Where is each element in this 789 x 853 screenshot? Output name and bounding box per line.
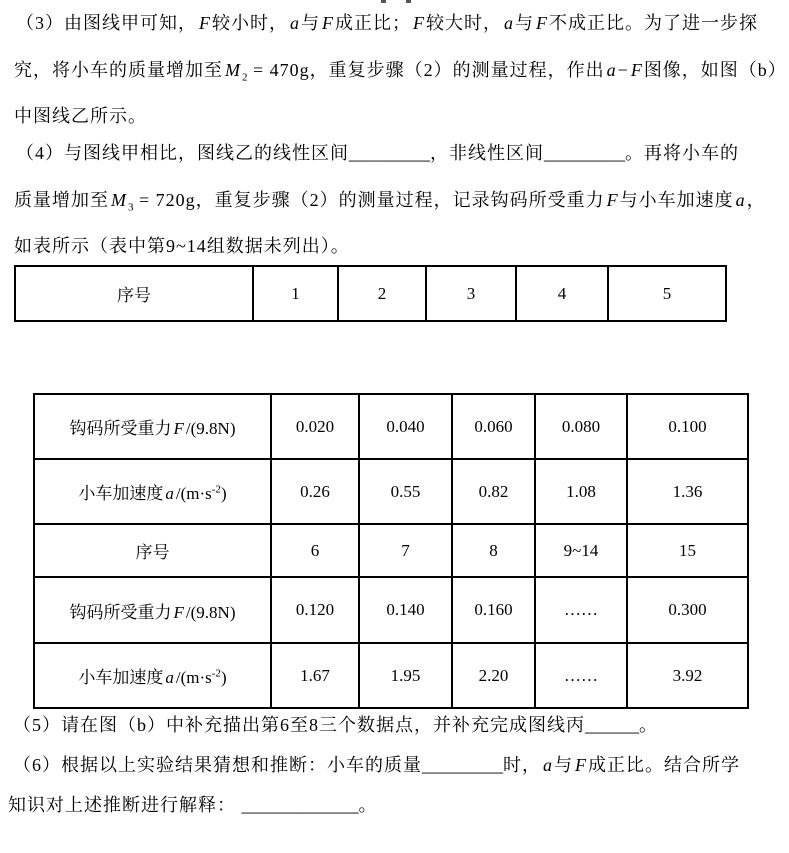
text-run: 。 — [358, 795, 378, 815]
math-var-M: M — [225, 60, 240, 80]
text-run: （5）请在图（b）中补充描出第6至8三个数据点，并补充完成图线丙 — [13, 715, 585, 735]
math-var-a: a — [165, 668, 174, 687]
table-cell: 2.20 — [452, 643, 535, 708]
text-run: 较大时， — [426, 13, 502, 33]
text-run: 。 — [639, 715, 658, 735]
text-run: 时， — [503, 755, 541, 775]
math-var-a: a — [504, 13, 513, 33]
minus-sign: − — [617, 60, 629, 80]
paragraph-4-line-3 — [14, 234, 350, 259]
table-cell-serial-label: 序号 — [15, 266, 253, 321]
math-var-a: a — [606, 60, 616, 80]
math-var-a: a — [290, 13, 299, 33]
table-cell: 0.080 — [535, 394, 627, 459]
table-cell: 0.060 — [452, 394, 535, 459]
math-var-F: F — [413, 13, 424, 33]
table-cell: 3 — [426, 266, 516, 321]
paragraph-5-line-1 — [13, 713, 658, 738]
table-cell: …… — [535, 643, 627, 708]
row-label-acceleration — [34, 459, 271, 524]
math-var-F: F — [322, 13, 333, 33]
subscript-2: 2 — [242, 71, 248, 84]
table-cell: 9~14 — [535, 524, 627, 577]
math-var-F: F — [173, 602, 184, 622]
text-run: （6）根据以上实验结果猜想和推断：小车的质量 — [13, 755, 422, 775]
table-cell: 1 — [253, 266, 338, 321]
row-label-serial — [34, 524, 271, 577]
text-run: 质量增加至 — [14, 190, 109, 210]
clipped-text-fragment — [406, 0, 411, 3]
text-run: 序号 — [135, 543, 170, 562]
paragraph-6-line-1 — [13, 753, 740, 778]
text-run: 图像，如图（b） — [643, 60, 787, 80]
math-var-a: a — [735, 190, 745, 210]
text-run: ，非线性区间 — [430, 143, 544, 163]
text-run: = 470g，重复步骤（2）的测量过程，作出 — [247, 60, 605, 80]
table-cell: 4 — [516, 266, 608, 321]
experiment-data-table — [33, 393, 749, 709]
paragraph-3-line-1 — [16, 11, 758, 36]
table-cell: 5 — [608, 266, 726, 321]
math-var-F: F — [199, 13, 210, 33]
table-cell: …… — [535, 577, 627, 643]
table-cell: 15 — [627, 524, 748, 577]
text-run: 与小车加速度 — [619, 190, 734, 210]
table-cell: 8 — [452, 524, 535, 577]
unit-text: ) — [220, 484, 227, 503]
paragraph-6-line-2 — [8, 793, 378, 818]
math-var-F: F — [606, 190, 618, 210]
table-cell: 1.67 — [271, 643, 359, 708]
table-row-force-1 — [34, 394, 748, 459]
text-run: 钩码所受重力 — [69, 419, 172, 438]
text-run: 如表所示（表中第9~14组数据未列出）。 — [14, 236, 350, 256]
clipped-text-fragment — [381, 0, 386, 3]
table-cell: 1.95 — [359, 643, 452, 708]
unit-text: ) — [220, 668, 227, 687]
subscript-3: 3 — [128, 201, 134, 214]
math-var-F: F — [575, 755, 586, 775]
superscript-minus-2: -2 — [211, 667, 221, 680]
fill-in-blank: _________ — [349, 143, 430, 163]
table-cell: 0.040 — [359, 394, 452, 459]
table-cell: 0.020 — [271, 394, 359, 459]
table-cell: 0.55 — [359, 459, 452, 524]
text-run: 。再将小车的 — [625, 143, 739, 163]
table-cell: 0.120 — [271, 577, 359, 643]
text-run: 与 — [301, 13, 320, 33]
unit-text: /(9.8N) — [185, 419, 236, 438]
math-var-F: F — [173, 419, 184, 438]
table-cell: 0.300 — [627, 577, 748, 643]
table-row-force-2 — [34, 577, 748, 643]
fill-in-blank: _________ — [544, 143, 625, 163]
fill-in-blank: ______ — [585, 715, 639, 735]
unit-text: /(m·s — [175, 668, 212, 687]
text-run: 不成正比。为了进一步探 — [549, 13, 758, 33]
superscript-minus-2: -2 — [211, 483, 221, 496]
table-row-acceleration-2 — [34, 643, 748, 708]
table-cell: 0.160 — [452, 577, 535, 643]
table-row-acceleration-1 — [34, 459, 748, 524]
text-run: = 720g，重复步骤（2）的测量过程，记录钩码所受重力 — [133, 190, 605, 210]
table-cell: 6 — [271, 524, 359, 577]
text-run: ， — [746, 190, 766, 210]
math-var-a: a — [543, 755, 552, 775]
fill-in-blank: _________ — [422, 755, 503, 775]
text-run: 钩码所受重力 — [69, 602, 172, 622]
paragraph-4-line-1 — [16, 141, 739, 166]
text-run: （4）与图线甲相比，图线乙的线性区间 — [16, 143, 349, 163]
table-cell: 0.82 — [452, 459, 535, 524]
table-cell: 0.140 — [359, 577, 452, 643]
row-label-acceleration — [34, 643, 271, 708]
paragraph-3-line-2 — [14, 58, 787, 91]
row-label-force — [34, 577, 271, 643]
serial-header-table — [14, 265, 727, 322]
text-run: 与 — [554, 755, 573, 775]
table-cell: 0.100 — [627, 394, 748, 459]
text-run: 究，将小车的质量增加至 — [14, 60, 223, 80]
math-var-a: a — [165, 484, 174, 503]
text-run: （3）由图线甲可知， — [16, 13, 197, 33]
unit-text: /(m·s — [175, 484, 212, 503]
table-row-serial-2 — [34, 524, 748, 577]
text-run: 较小时， — [212, 13, 288, 33]
table-cell: 1.36 — [627, 459, 748, 524]
paragraph-3-line-3 — [14, 104, 147, 129]
table-cell: 3.92 — [627, 643, 748, 708]
math-var-F: F — [536, 13, 547, 33]
text-run: 成正比； — [335, 13, 411, 33]
math-var-M: M — [111, 190, 126, 210]
unit-text: /(9.8N) — [185, 602, 236, 622]
text-run: 中图线乙所示。 — [14, 106, 147, 126]
table-row — [15, 266, 726, 321]
row-label-force — [34, 394, 271, 459]
text-run: 小车加速度 — [78, 484, 164, 503]
paragraph-4-line-2 — [14, 188, 766, 221]
math-var-F: F — [630, 60, 642, 80]
text-run: 与 — [515, 13, 534, 33]
table-cell: 1.08 — [535, 459, 627, 524]
table-cell: 2 — [338, 266, 426, 321]
text-run: 小车加速度 — [78, 668, 164, 687]
table-cell: 0.26 — [271, 459, 359, 524]
table-cell: 7 — [359, 524, 452, 577]
fill-in-blank: _____________ — [241, 795, 359, 815]
text-run: 知识对上述推断进行解释： — [8, 795, 242, 815]
text-run: 成正比。结合所学 — [588, 755, 740, 775]
